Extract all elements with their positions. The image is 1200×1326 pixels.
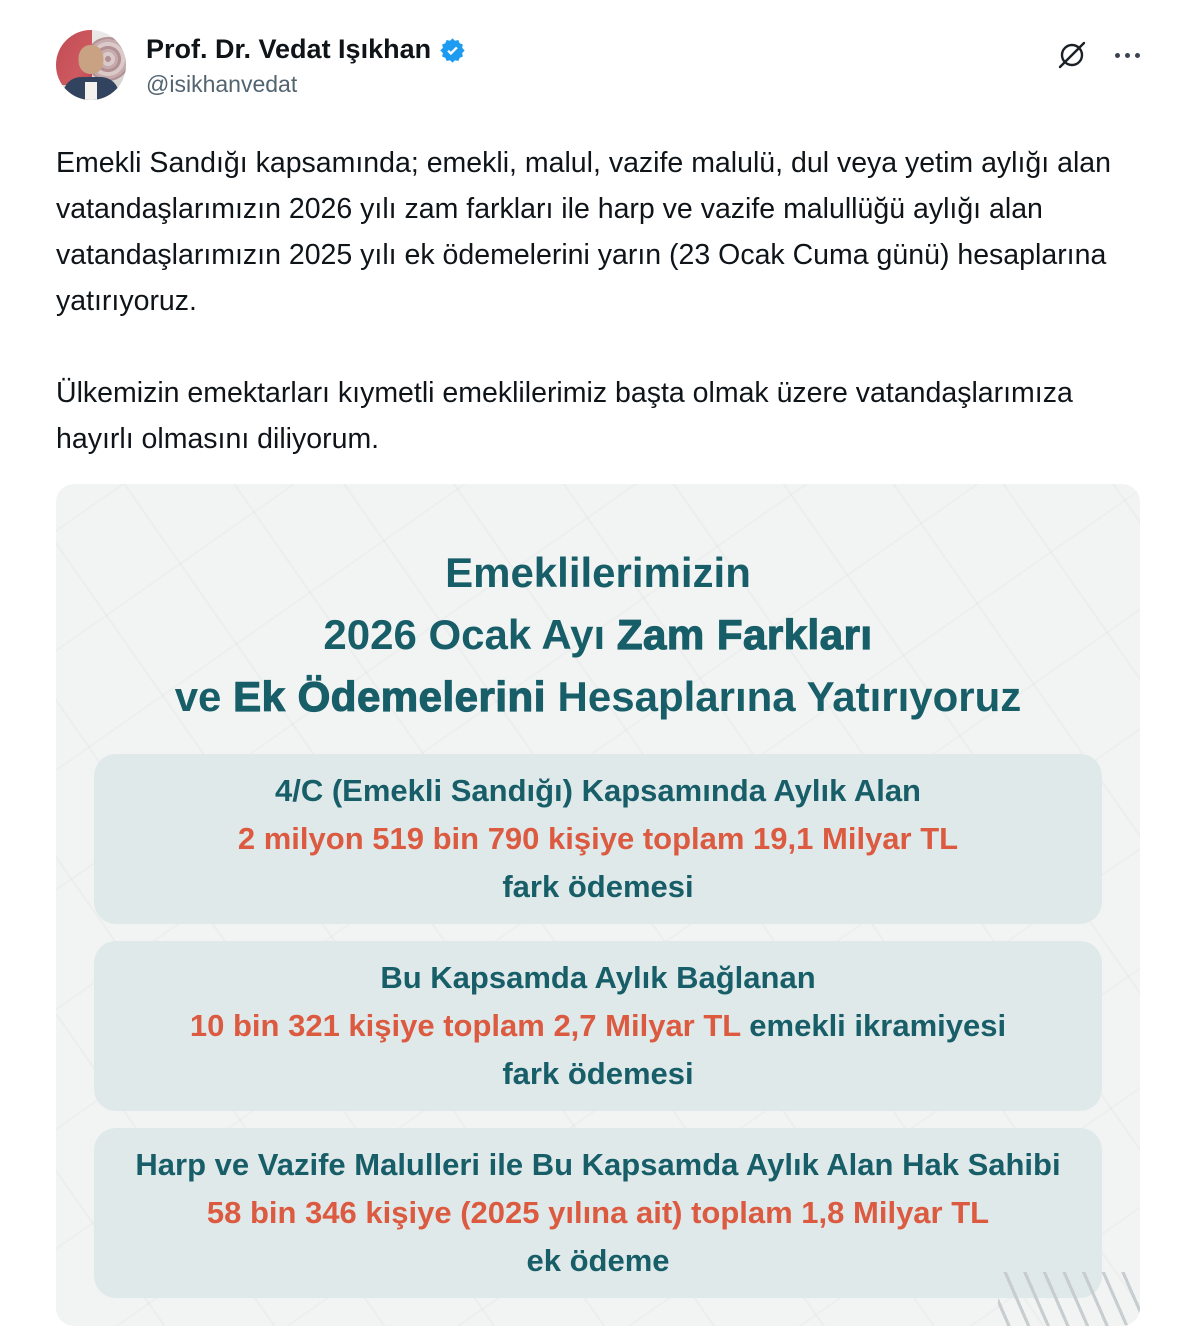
stat-box-line: ek ödeme xyxy=(526,1243,670,1278)
stat-box-line: 58 bin 346 kişiye (2025 yılına ait) toplam 1,8 Milyar TL xyxy=(206,1195,990,1230)
avatar-person-head xyxy=(79,45,104,74)
stat-box xyxy=(94,1128,1102,1298)
avatar-person-shirt xyxy=(85,82,97,100)
verified-badge-icon xyxy=(439,37,466,64)
stat-box-line: Bu Kapsamda Aylık Bağlanan xyxy=(380,960,816,995)
more-menu-icon[interactable] xyxy=(1115,53,1140,58)
tweet-paragraph: Emekli Sandığı kapsamında; emekli, malul, vazife malulü, dul veya yetim aylığı alan vatandaşlarımızın 2026 yılı zam farkları ile harp ve vazife malullüğü aylığı alan vatandaşlarımızın 2025 yılı ek ödemelerini yarın (23 Ocak Cuma günü) hesaplarına yatırıyoruz. xyxy=(56,147,1111,317)
stat-box xyxy=(94,754,1102,924)
stat-box-line: fark ödemesi xyxy=(502,869,694,904)
tweet-header xyxy=(56,30,1140,100)
stat-box-line: 2 milyon 519 bin 790 kişiye toplam 19,1 Milyar TL xyxy=(237,821,959,856)
embedded-image-card[interactable] xyxy=(56,484,1140,1326)
author-identity xyxy=(146,30,466,99)
stat-box-line: 4/C (Emekli Sandığı) Kapsamında Aylık Alan xyxy=(274,773,921,808)
grok-enhance-icon[interactable] xyxy=(1055,38,1089,72)
card-title-line: Emeklilerimizin xyxy=(445,549,751,596)
author-handle[interactable]: @isikhanvedat xyxy=(146,71,298,97)
card-title xyxy=(56,542,1140,728)
author-name[interactable]: Prof. Dr. Vedat Işıkhan xyxy=(146,34,432,64)
card-title-line: ve Ek Ödemelerini Hesaplarına Yatırıyoruz xyxy=(174,673,1022,720)
stat-box-line: 10 bin 321 kişiye toplam 2,7 Milyar TL emekli ikramiyesi xyxy=(189,1008,1007,1043)
avatar[interactable] xyxy=(56,30,126,100)
stat-box-line: fark ödemesi xyxy=(502,1056,694,1091)
card-title-line: 2026 Ocak Ayı Zam Farkları xyxy=(323,611,873,658)
tweet-body-text xyxy=(56,140,1140,462)
stat-box-line: Harp ve Vazife Malulleri ile Bu Kapsamda Aylık Alan Hak Sahibi xyxy=(135,1147,1061,1182)
header-actions xyxy=(1055,30,1140,72)
tweet-paragraph: Ülkemizin emektarları kıymetli emeklilerimiz başta olmak üzere vatandaşlarımıza hayırlı olmasını diliyorum. xyxy=(56,377,1073,455)
stat-box xyxy=(94,941,1102,1111)
card-stat-boxes xyxy=(56,728,1140,1298)
